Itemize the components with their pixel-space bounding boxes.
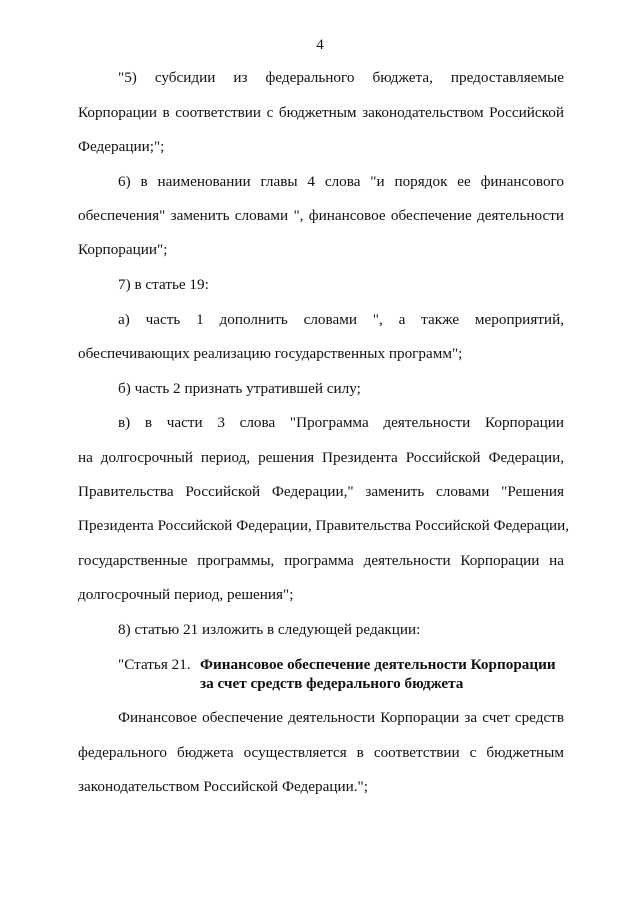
text-line: государственные программы, программа деятельности Корпорации на (78, 552, 564, 569)
text-line: обеспечения" заменить словами ", финансовое обеспечение деятельности (78, 207, 564, 224)
article-label: "Статья 21. (118, 656, 191, 673)
page-number: 4 (316, 37, 324, 53)
text-line: б) часть 2 признать утратившей силу; (118, 380, 361, 397)
text-line: Корпорации"; (78, 241, 168, 258)
text-line: Финансовое обеспечение деятельности Корпорации за счет средств (118, 709, 564, 726)
text-line: законодательством Российской Федерации."; (78, 778, 368, 795)
text-line: долгосрочный период, решения"; (78, 586, 294, 603)
text-line: Президента Российской Федерации, Правительства Российской Федерации, (78, 517, 570, 534)
text-line: обеспечивающих реализацию государственных программ"; (78, 345, 463, 362)
text-line: Корпорации в соответствии с бюджетным законодательством Российской (78, 104, 564, 121)
text-line: 6) в наименовании главы 4 слова "и порядок ее финансового (118, 173, 564, 190)
text-line: в) в части 3 слова "Программа деятельности Корпорации (118, 414, 564, 431)
text-line: Правительства Российской Федерации," заменить словами "Решения (78, 483, 564, 500)
text-line: 8) статью 21 изложить в следующей редакции: (118, 621, 421, 638)
text-line: "5) субсидии из федерального бюджета, предоставляемые (118, 69, 564, 86)
text-line: федерального бюджета осуществляется в соответствии с бюджетным (78, 744, 564, 761)
text-line: 7) в статье 19: (118, 276, 209, 293)
text-line: а) часть 1 дополнить словами ", а также мероприятий, (118, 311, 564, 328)
article-title: Финансовое обеспечение деятельности Корпорации (200, 656, 556, 673)
text-line: Федерации;"; (78, 138, 165, 155)
article-title: за счет средств федерального бюджета (200, 675, 464, 692)
text-line: на долгосрочный период, решения Президента Российской Федерации, (78, 449, 564, 466)
